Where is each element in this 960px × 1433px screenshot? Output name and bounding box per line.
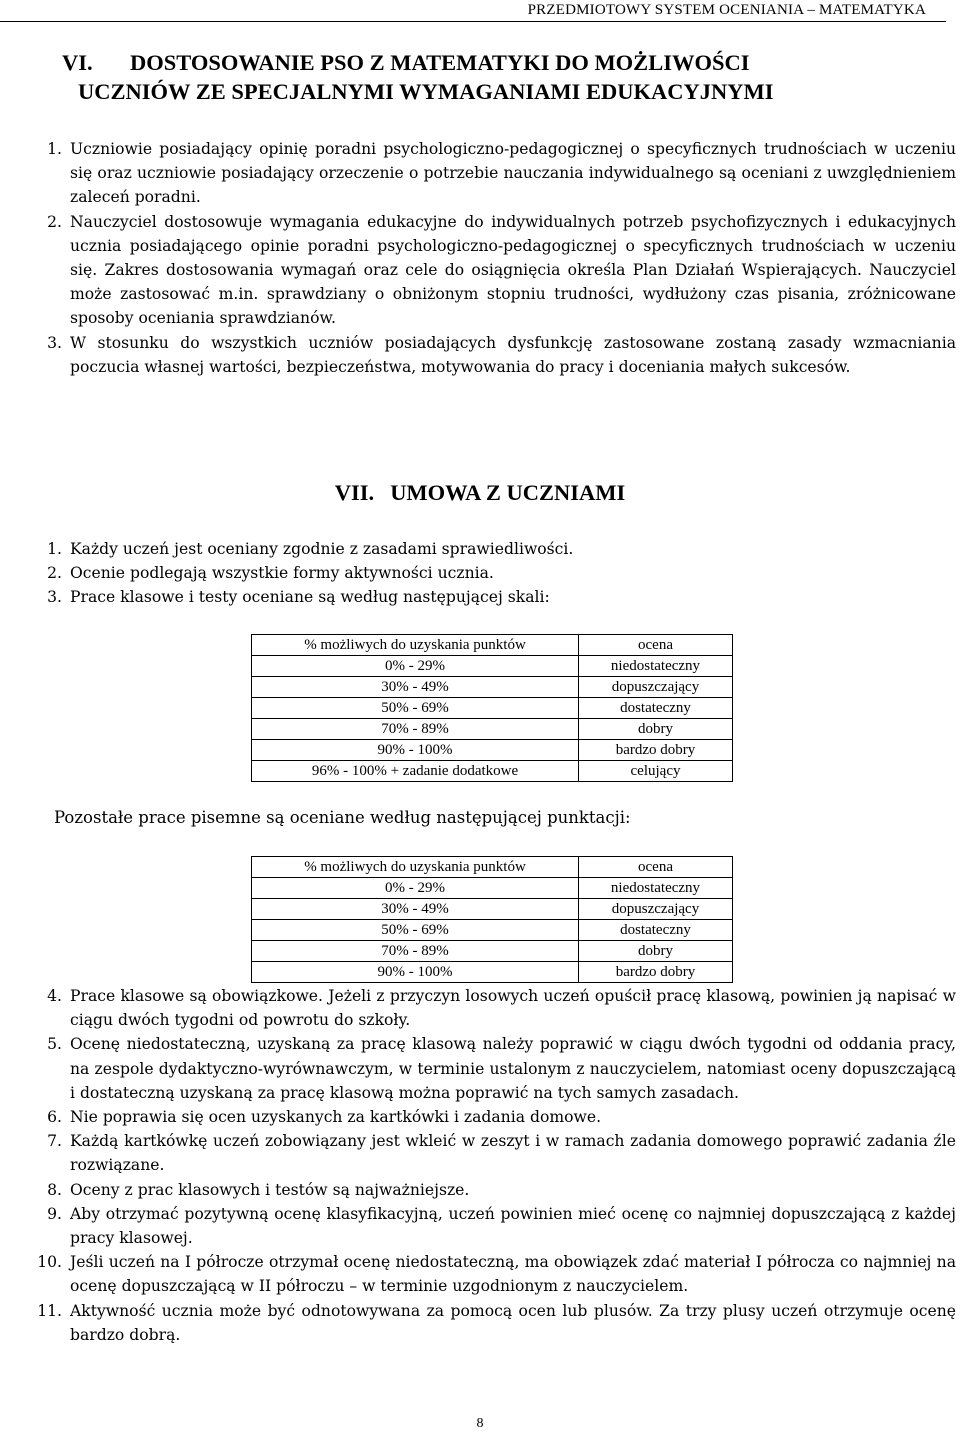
table-row: 0% - 29% niedostateczny: [252, 656, 733, 677]
table-row: 90% - 100% bardzo dobry: [252, 740, 733, 761]
section-7-list-b: [22, 984, 956, 1347]
table-row: 70% - 89% dobry: [252, 941, 733, 962]
section-7-title-text: UMOWA Z UCZNIAMI: [390, 480, 626, 505]
list-item: 4. Prace klasowe są obowiązkowe. Jeżeli z przyczyn losowych uczeń opuścił pracę klasową, powinien ją napisać w ciągu dwóch tygodni od powrotu do szkoły.: [47, 987, 956, 1030]
list-item: 9. Aby otrzymać pozytywną ocenę klasyfikacyjną, uczeń powinien mieć ocenę co najmniej dopuszczającą z każdej pracy klasowej.: [47, 1204, 956, 1248]
list-item: 3. Prace klasowe i testy oceniane są według następującej skali:: [47, 588, 550, 607]
section-6-title-line1: DOSTOSOWANIE PSO Z MATEMATYKI DO MOŻLIWOŚCI: [130, 50, 750, 75]
grading-table-other-works: [251, 856, 733, 983]
page-number: 8: [476, 1416, 484, 1431]
table-row: 50% - 69% dostateczny: [252, 920, 733, 941]
section-6-number: VI.: [62, 50, 93, 75]
table-header-row: % możliwych do uzyskania punktów ocena: [252, 635, 733, 656]
table-row: 30% - 49% dopuszczający: [252, 899, 733, 920]
list-item: 5. Ocenę niedostateczną, uzyskaną za pracę klasową należy poprawić w ciągu dwóch tygodni od oddania pracy, na zespole dydaktyczno-wyrównawczym, w terminie ustalonym z nauczycielem, natomiast oceny dopuszczającą i dostateczną uzyskaną za pracę klasową można poprawić na tych samych zasadach.: [47, 1035, 956, 1102]
list-item: 1. Uczniowie posiadający opinię poradni psychologiczno-pedagogicznej o specyficznych trudnościach w uczeniu się oraz uczniowie posiadający orzeczenie o potrzebie nauczania indywidualnego są oceniani z uwzględnieniem zaleceń poradni.: [47, 140, 956, 207]
section-6-title: [62, 48, 773, 106]
list-item: 10. Jeśli uczeń na I półrocze otrzymał ocenę niedostateczną, ma obowiązek zdać materiał I półrocza co najmniej na ocenę dopuszczającą w II półroczu – w terminie uzgodnionym z nauczycielem.: [37, 1253, 956, 1296]
section-7-title: [0, 480, 960, 506]
running-header: PRZEDMIOTOWY SYSTEM OCENIANIA – MATEMATYKA: [527, 2, 926, 18]
list-item: 8. Oceny z prac klasowych i testów są najważniejsze.: [47, 1180, 470, 1199]
section-6-list: [22, 137, 956, 379]
table-row: 96% - 100% + zadanie dodatkowe celujący: [252, 761, 733, 782]
section-7-list-a: [22, 537, 956, 610]
table-row: 30% - 49% dopuszczający: [252, 677, 733, 698]
table-row: 90% - 100% bardzo dobry: [252, 962, 733, 983]
list-item: 11. Aktywność ucznia może być odnotowywana za pomocą ocen lub plusów. Za trzy plusy uczeń otrzymuje ocenę bardzo dobrą.: [37, 1301, 956, 1344]
list-item: 7. Każdą kartkówkę uczeń zobowiązany jest wkleić w zeszyt i w ramach zadania domowego poprawić zadania źle rozwiązane.: [47, 1132, 956, 1175]
list-item: 3. W stosunku do wszystkich uczniów posiadających dysfunkcję zastosowane zostaną zasady wzmacniania poczucia własnej wartości, bezpieczeństwa, motywowania do pracy i doceniania małych sukcesów.: [47, 333, 956, 376]
list-item: 2. Ocenie podlegają wszystkie formy aktywności ucznia.: [47, 564, 494, 583]
table-row: 70% - 89% dobry: [252, 719, 733, 740]
list-item: 6. Nie poprawia się ocen uzyskanych za kartkówki i zadania domowe.: [47, 1108, 602, 1127]
table-row: 50% - 69% dostateczny: [252, 698, 733, 719]
list-item: 2. Nauczyciel dostosowuje wymagania edukacyjne do indywidualnych potrzeb psychofizycznych i edukacyjnych ucznia posiadającego opinie poradni psychologiczno-pedagogicznej o specyficznych trudnościach w uczeniu się. Zakres dostosowania wymagań oraz cele do osiągnięcia określa Plan Działań Wspierających. Nauczyciel może zastosować m.in. sprawdziany o obniżonym stopniu trudności, wydłużony czas pisania, zróżnicowane sposoby oceniania sprawdzianów.: [47, 212, 956, 328]
header-rule: [0, 21, 946, 22]
table-row: 0% - 29% niedostateczny: [252, 878, 733, 899]
section-6-title-line2: UCZNIÓW ZE SPECJALNYMI WYMAGANIAMI EDUKACYJNYMI: [78, 79, 774, 104]
other-works-text: Pozostałe prace pisemne są oceniane według następującej punktacji:: [54, 808, 631, 827]
grading-table-tests: [251, 634, 733, 782]
list-item: 1. Każdy uczeń jest oceniany zgodnie z zasadami sprawiedliwości.: [47, 540, 574, 558]
table-header-row: % możliwych do uzyskania punktów ocena: [252, 857, 733, 878]
section-7-number: VII.: [334, 480, 375, 505]
